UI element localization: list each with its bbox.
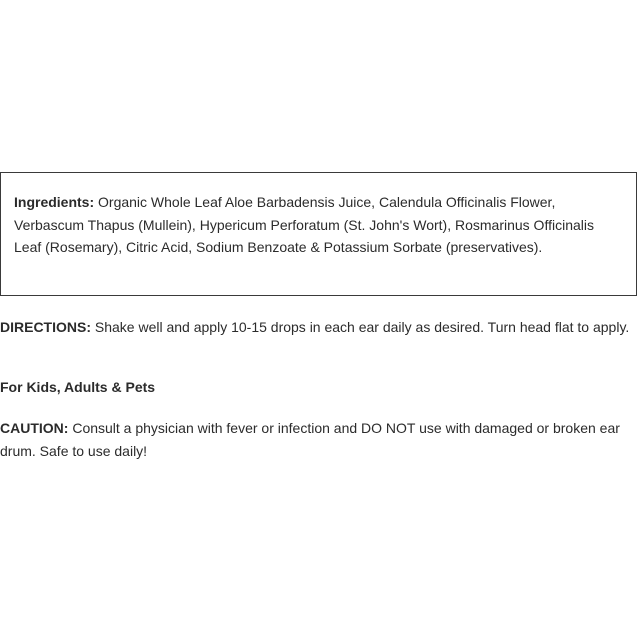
- ingredients-text: Organic Whole Leaf Aloe Barbadensis Juice, Calendula Officinalis Flower, Verbascum Thapus (Mullein), Hypericum Perforatum (St. John's Wort), Rosmarinus Officinalis Leaf (Rosemary), Citric Acid, Sodium Benzoate & Potassium Sorbate (preservatives).: [14, 194, 594, 255]
- caution-text: Consult a physician with fever or infection and DO NOT use with damaged or broken ear drum. Safe to use daily!: [0, 420, 620, 459]
- caution-paragraph: [0, 417, 630, 462]
- ingredients-box: [0, 172, 637, 296]
- directions-paragraph: [0, 316, 630, 339]
- directions-text: Shake well and apply 10-15 drops in each ear daily as desired. Turn head flat to apply.: [94, 319, 630, 335]
- audience-line: For Kids, Adults & Pets: [0, 379, 156, 395]
- ingredients-label: Ingredients:: [14, 194, 95, 210]
- directions-label: DIRECTIONS:: [0, 319, 91, 335]
- caution-label: CAUTION:: [0, 420, 69, 436]
